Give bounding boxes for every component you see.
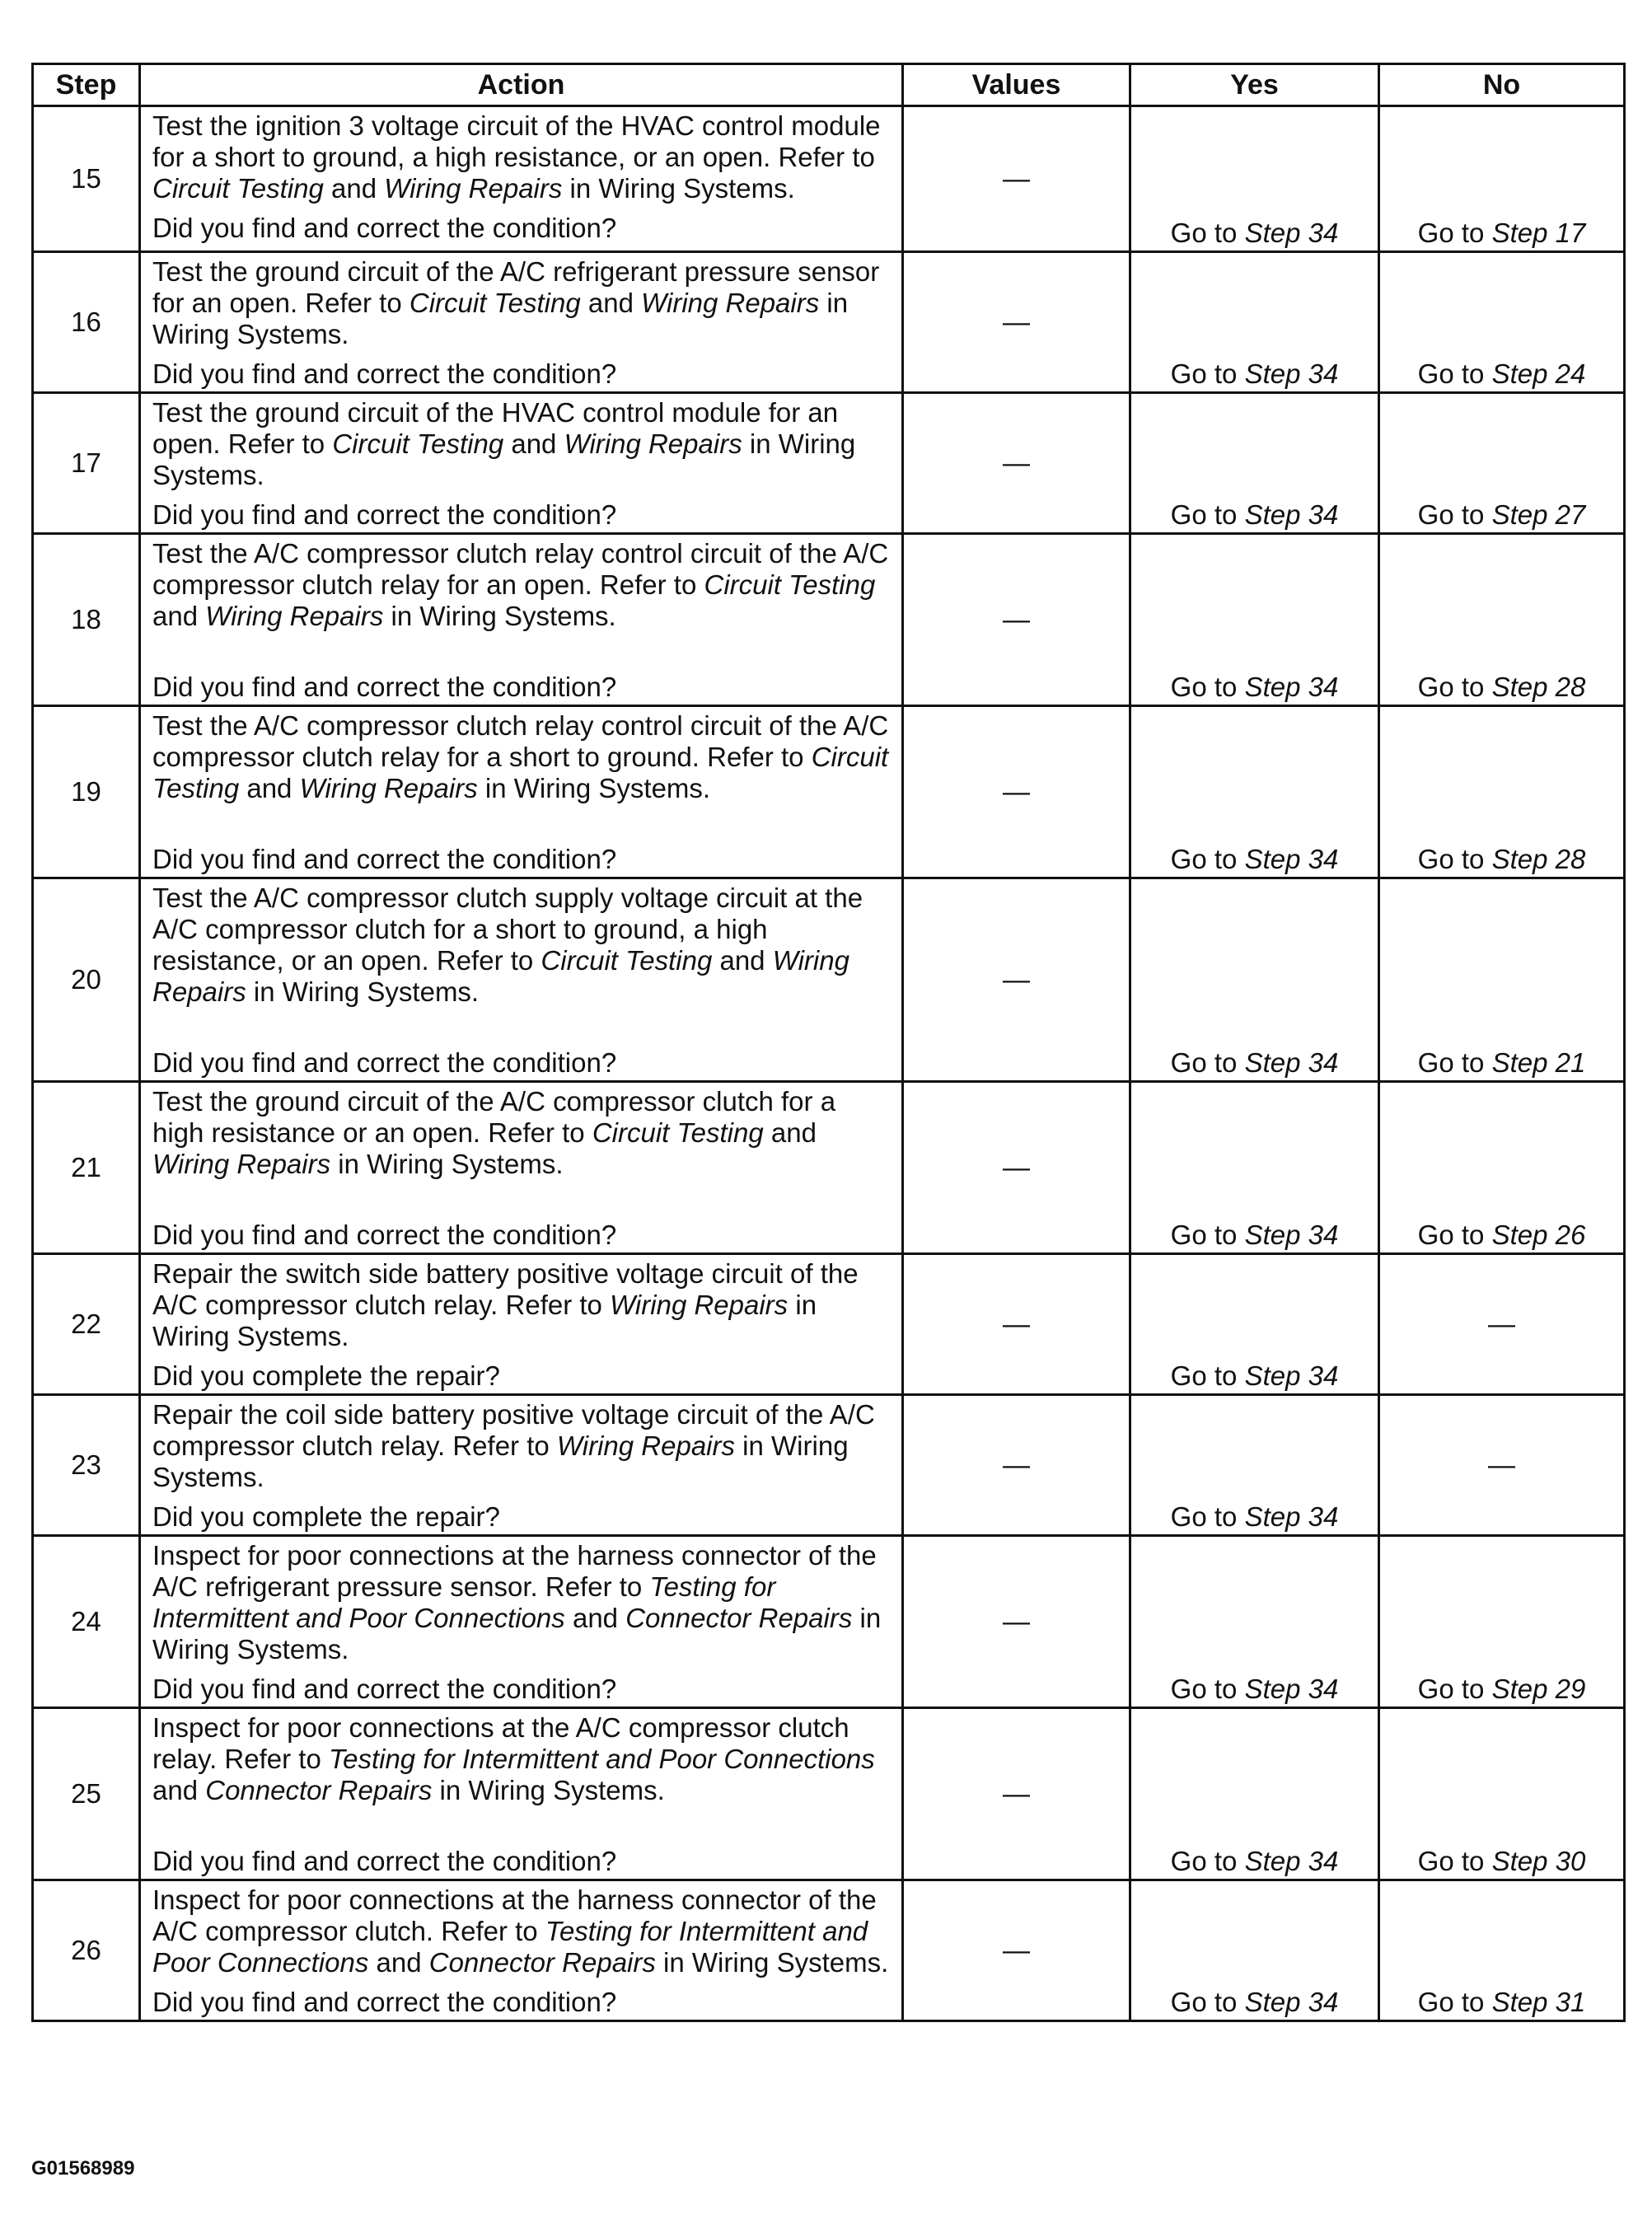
goto-step-ref: Step 34	[1244, 499, 1339, 530]
no-cell	[1379, 252, 1625, 393]
action-text: in Wiring Systems.	[477, 773, 711, 803]
table-row	[33, 1395, 1625, 1536]
table-row	[33, 1880, 1625, 2021]
no-cell	[1379, 106, 1625, 252]
step-number: 18	[33, 534, 140, 706]
table-header-row	[33, 64, 1625, 106]
goto-prefix: Go to	[1170, 1220, 1245, 1250]
table-row	[33, 1536, 1625, 1708]
action-question: Did you find and correct the condition?	[152, 1987, 617, 2017]
values-cell: —	[903, 252, 1130, 393]
action-text: Test the ground circuit of the A/C refrigerant pressure sensor for an open. Refer to	[152, 256, 880, 318]
reference-link-text: Connector Repairs	[625, 1603, 853, 1633]
action-text: Repair the switch side battery positive voltage circuit of the A/C compressor clutch relay. Refer to	[152, 1258, 859, 1320]
table-row	[33, 878, 1625, 1082]
goto-step-ref: Step 34	[1244, 1846, 1339, 1876]
yes-cell	[1130, 393, 1379, 534]
goto-step-ref: Step 17	[1491, 218, 1586, 248]
reference-link-text: Testing for Intermittent and Poor Connections	[152, 1916, 868, 1978]
action-text: and	[580, 288, 642, 318]
table-row	[33, 534, 1625, 706]
table-row	[33, 393, 1625, 534]
header-no: No	[1379, 64, 1625, 106]
goto-prefix: Go to	[1170, 672, 1245, 702]
no-cell	[1379, 1082, 1625, 1254]
action-question: Did you complete the repair?	[152, 1360, 500, 1391]
goto-step-ref: Step 34	[1244, 844, 1339, 874]
no-cell	[1379, 878, 1625, 1082]
action-text: and	[712, 945, 773, 976]
step-number: 23	[33, 1395, 140, 1536]
action-text: and	[368, 1947, 429, 1978]
goto-step-ref: Step 34	[1244, 1987, 1339, 2017]
action-cell	[140, 106, 903, 252]
action-text: and	[152, 601, 206, 631]
goto-prefix: Go to	[1170, 1674, 1245, 1704]
goto-step-ref: Step 31	[1491, 1987, 1586, 2017]
action-cell	[140, 1395, 903, 1536]
action-text: in Wiring Systems.	[152, 1603, 882, 1664]
action-cell	[140, 1536, 903, 1708]
action-cell	[140, 706, 903, 878]
step-number: 25	[33, 1708, 140, 1880]
table-row	[33, 1708, 1625, 1880]
table-row	[33, 706, 1625, 878]
header-yes: Yes	[1130, 64, 1379, 106]
action-description	[152, 1083, 890, 1180]
diagnostic-table	[31, 63, 1626, 2022]
header-step: Step	[33, 64, 140, 106]
goto-step-ref: Step 26	[1491, 1220, 1586, 1250]
goto-prefix: Go to	[1417, 844, 1492, 874]
goto-prefix: Go to	[1170, 1047, 1245, 1078]
action-text: in Wiring Systems.	[655, 1947, 889, 1978]
values-cell: —	[903, 1254, 1130, 1395]
goto-step-ref: Step 34	[1244, 1047, 1339, 1078]
action-question: Did you find and correct the condition?	[152, 358, 617, 389]
action-cell	[140, 534, 903, 706]
goto-prefix: Go to	[1417, 499, 1492, 530]
action-cell	[140, 1082, 903, 1254]
action-text: Repair the coil side battery positive voltage circuit of the A/C compressor clutch relay. Refer to	[152, 1399, 875, 1461]
yes-cell	[1130, 1708, 1379, 1880]
action-question: Did you find and correct the condition?	[152, 213, 617, 243]
goto-prefix: Go to	[1417, 218, 1492, 248]
goto-step-ref: Step 34	[1244, 358, 1339, 389]
goto-step-ref: Step 34	[1244, 1501, 1339, 1532]
goto-prefix: Go to	[1170, 1501, 1245, 1532]
action-description	[152, 1537, 890, 1665]
action-description	[152, 394, 890, 491]
header-values: Values	[903, 64, 1130, 106]
action-text: in Wiring Systems.	[383, 601, 616, 631]
values-cell: —	[903, 706, 1130, 878]
yes-cell	[1130, 1254, 1379, 1395]
step-number: 20	[33, 878, 140, 1082]
values-cell: —	[903, 1880, 1130, 2021]
action-text: Test the A/C compressor clutch relay control circuit of the A/C compressor clutch relay for a short to ground. Refer to	[152, 710, 889, 772]
yes-cell	[1130, 534, 1379, 706]
reference-link-text: Wiring Repairs	[205, 601, 384, 631]
no-cell	[1379, 1708, 1625, 1880]
goto-step-ref: Step 34	[1244, 218, 1339, 248]
step-number: 15	[33, 106, 140, 252]
goto-prefix: Go to	[1417, 1846, 1492, 1876]
header-action: Action	[140, 64, 903, 106]
values-cell: —	[903, 1708, 1130, 1880]
action-cell	[140, 878, 903, 1082]
action-text: and	[763, 1117, 817, 1148]
goto-prefix: Go to	[1170, 358, 1245, 389]
no-cell	[1379, 1880, 1625, 2021]
values-cell: —	[903, 106, 1130, 252]
goto-prefix: Go to	[1417, 1987, 1492, 2017]
step-number: 22	[33, 1254, 140, 1395]
action-text: in Wiring Systems.	[152, 428, 856, 490]
action-question: Did you find and correct the condition?	[152, 1220, 617, 1250]
table-row	[33, 252, 1625, 393]
no-dash: —	[1488, 1449, 1515, 1480]
action-text: Inspect for poor connections at the A/C compressor clutch relay. Refer to	[152, 1712, 849, 1774]
reference-link-text: Circuit Testing	[704, 569, 876, 600]
no-cell	[1379, 534, 1625, 706]
action-text: Test the ground circuit of the HVAC control module for an open. Refer to	[152, 397, 839, 459]
yes-cell	[1130, 706, 1379, 878]
reference-link-text: Circuit Testing	[152, 173, 324, 204]
action-description	[152, 253, 890, 350]
no-cell	[1379, 706, 1625, 878]
goto-prefix: Go to	[1170, 844, 1245, 874]
action-text: Test the A/C compressor clutch supply voltage circuit at the A/C compressor clutch for a short to ground, a high resistance, or an open. Refer to	[152, 883, 863, 976]
action-text: Test the ground circuit of the A/C compressor clutch for a high resistance or an open. Refer to	[152, 1086, 836, 1148]
goto-prefix: Go to	[1417, 358, 1492, 389]
table-row	[33, 106, 1625, 252]
action-description	[152, 535, 890, 632]
reference-link-text: Wiring Repairs	[299, 773, 478, 803]
yes-cell	[1130, 878, 1379, 1082]
step-number: 21	[33, 1082, 140, 1254]
action-question: Did you find and correct the condition?	[152, 1674, 617, 1704]
no-cell	[1379, 1254, 1625, 1395]
action-question: Did you complete the repair?	[152, 1501, 500, 1532]
no-cell	[1379, 1536, 1625, 1708]
reference-link-text: Circuit Testing	[332, 428, 504, 459]
goto-prefix: Go to	[1170, 1987, 1245, 2017]
reference-link-text: Testing for Intermittent and Poor Connections	[152, 1571, 776, 1633]
reference-link-text: Circuit Testing	[592, 1117, 764, 1148]
action-text: and	[152, 1775, 206, 1805]
yes-cell	[1130, 106, 1379, 252]
action-question: Did you find and correct the condition?	[152, 672, 617, 702]
goto-prefix: Go to	[1417, 1047, 1492, 1078]
goto-step-ref: Step 24	[1491, 358, 1586, 389]
action-cell	[140, 1254, 903, 1395]
values-cell: —	[903, 1082, 1130, 1254]
action-text: and	[503, 428, 564, 459]
values-cell: —	[903, 1395, 1130, 1536]
goto-step-ref: Step 30	[1491, 1846, 1586, 1876]
action-text: Test the A/C compressor clutch relay control circuit of the A/C compressor clutch relay for an open. Refer to	[152, 538, 889, 600]
goto-step-ref: Step 28	[1491, 672, 1586, 702]
goto-prefix: Go to	[1170, 499, 1245, 530]
action-question: Did you find and correct the condition?	[152, 844, 617, 874]
step-number: 24	[33, 1536, 140, 1708]
table-row	[33, 1082, 1625, 1254]
reference-link-text: Wiring Repairs	[564, 428, 742, 459]
action-text: in Wiring Systems.	[152, 1430, 849, 1492]
reference-link-text: Circuit Testing	[541, 945, 713, 976]
yes-cell	[1130, 1395, 1379, 1536]
action-text: in Wiring Systems.	[432, 1775, 665, 1805]
no-dash: —	[1488, 1308, 1515, 1339]
values-cell: —	[903, 878, 1130, 1082]
step-number: 16	[33, 252, 140, 393]
action-description	[152, 107, 890, 204]
action-description	[152, 1881, 890, 1978]
action-cell	[140, 1880, 903, 2021]
action-text: Inspect for poor connections at the harness connector of the A/C compressor clutch. Refer to	[152, 1885, 877, 1946]
goto-step-ref: Step 28	[1491, 844, 1586, 874]
action-question: Did you find and correct the condition?	[152, 1846, 617, 1876]
values-cell: —	[903, 1536, 1130, 1708]
goto-step-ref: Step 34	[1244, 1220, 1339, 1250]
action-text: and	[323, 173, 385, 204]
goto-prefix: Go to	[1170, 1846, 1245, 1876]
action-description	[152, 707, 890, 804]
action-description	[152, 1396, 890, 1493]
action-description	[152, 1709, 890, 1806]
action-text: in Wiring Systems.	[246, 976, 480, 1007]
yes-cell	[1130, 1880, 1379, 2021]
values-cell: —	[903, 534, 1130, 706]
table-row	[33, 1254, 1625, 1395]
goto-step-ref: Step 34	[1244, 1674, 1339, 1704]
goto-step-ref: Step 29	[1491, 1674, 1586, 1704]
no-cell	[1379, 393, 1625, 534]
reference-link-text: Wiring Repairs	[384, 173, 563, 204]
action-question: Did you find and correct the condition?	[152, 499, 617, 530]
step-number: 19	[33, 706, 140, 878]
yes-cell	[1130, 252, 1379, 393]
goto-prefix: Go to	[1417, 672, 1492, 702]
reference-link-text: Circuit Testing	[152, 742, 889, 803]
values-cell: —	[903, 393, 1130, 534]
goto-prefix: Go to	[1417, 1674, 1492, 1704]
reference-link-text: Circuit Testing	[409, 288, 581, 318]
action-cell	[140, 393, 903, 534]
goto-prefix: Go to	[1170, 218, 1245, 248]
reference-link-text: Wiring Repairs	[556, 1430, 736, 1461]
action-question: Did you find and correct the condition?	[152, 1047, 617, 1078]
action-cell	[140, 252, 903, 393]
goto-step-ref: Step 34	[1244, 672, 1339, 702]
action-text: Test the ignition 3 voltage circuit of the HVAC control module for a short to ground, a high resistance, or an open. Refer to	[152, 110, 881, 172]
reference-link-text: Testing for Intermittent and Poor Connections	[328, 1744, 875, 1774]
reference-link-text: Wiring Repairs	[152, 1149, 331, 1179]
no-cell	[1379, 1395, 1625, 1536]
action-description	[152, 879, 890, 1008]
yes-cell	[1130, 1536, 1379, 1708]
action-text: Inspect for poor connections at the harness connector of the A/C refrigerant pressure sensor. Refer to	[152, 1540, 877, 1602]
reference-link-text: Wiring Repairs	[610, 1290, 789, 1320]
action-text: and	[239, 773, 300, 803]
reference-link-text: Connector Repairs	[428, 1947, 656, 1978]
goto-step-ref: Step 27	[1491, 499, 1586, 530]
table-body	[33, 106, 1625, 2021]
goto-step-ref: Step 34	[1244, 1360, 1339, 1391]
reference-link-text: Connector Repairs	[205, 1775, 433, 1805]
reference-link-text: Wiring Repairs	[152, 945, 849, 1007]
step-number: 26	[33, 1880, 140, 2021]
step-number: 17	[33, 393, 140, 534]
goto-prefix: Go to	[1170, 1360, 1245, 1391]
action-description	[152, 1255, 890, 1352]
action-cell	[140, 1708, 903, 1880]
figure-code: G01568989	[31, 2157, 135, 2180]
action-text: and	[564, 1603, 626, 1633]
reference-link-text: Wiring Repairs	[641, 288, 820, 318]
goto-prefix: Go to	[1417, 1220, 1492, 1250]
goto-step-ref: Step 21	[1491, 1047, 1586, 1078]
action-text: in Wiring Systems.	[330, 1149, 564, 1179]
action-text: in Wiring Systems.	[152, 1290, 817, 1351]
action-text: in Wiring Systems.	[152, 288, 849, 349]
action-text: in Wiring Systems.	[562, 173, 795, 204]
yes-cell	[1130, 1082, 1379, 1254]
